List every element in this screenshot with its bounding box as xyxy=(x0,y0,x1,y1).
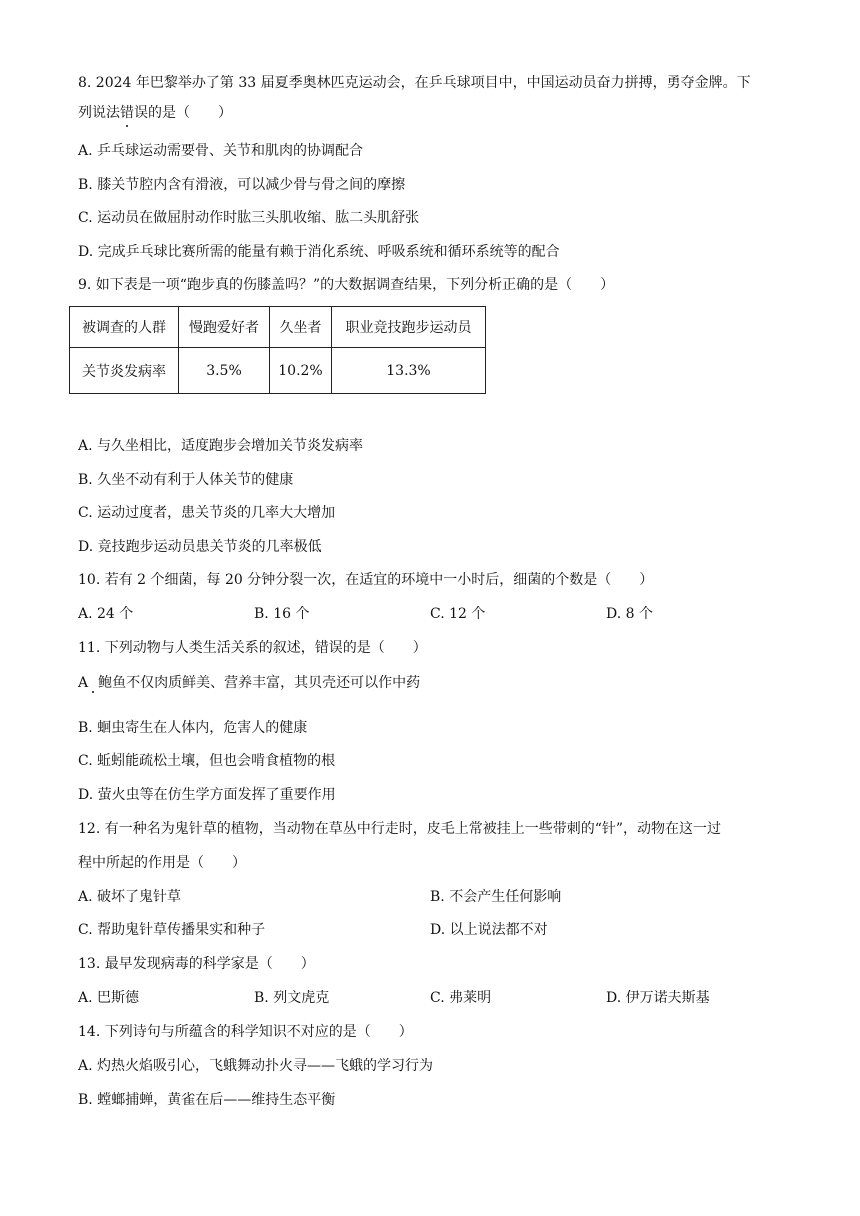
q11-option-d: D. 萤火虫等在仿生学方面发挥了重要作用 xyxy=(78,787,336,803)
q10-option-b: B. 16 个 xyxy=(254,606,310,622)
q12-option-a: A. 破坏了鬼针草 xyxy=(78,889,182,905)
q13-option-d: D. 伊万诺夫斯基 xyxy=(606,990,710,1006)
q11-option-b: B. 蛔虫寄生在人体内，危害人的健康 xyxy=(78,720,308,736)
table-cell: 13.3% xyxy=(332,348,486,394)
table-row xyxy=(70,307,486,348)
q11-option-c: C. 蚯蚓能疏松土壤，但也会啃食植物的根 xyxy=(78,753,336,769)
q8-emphasis-mark: 错 xyxy=(120,105,134,121)
q13-option-c: C. 弗莱明 xyxy=(430,990,492,1006)
q10-option-d: D. 8 个 xyxy=(606,606,653,622)
q8-stem-post: 误的是（ ） xyxy=(134,105,232,121)
survey-table xyxy=(69,306,486,394)
table-cell: 10.2% xyxy=(270,348,332,394)
q11-stem: 11. 下列动物与人类生活关系的叙述，错误的是（ ） xyxy=(78,640,427,656)
table-header-cell: 慢跑爱好者 xyxy=(179,307,270,348)
q11-option-a xyxy=(78,674,420,692)
q8-option-b: B. 膝关节腔内含有滑液，可以减少骨与骨之间的摩擦 xyxy=(78,177,406,193)
q14-option-a: A. 灼热火焰吸引心，飞蛾舞动扑火寻——飞蛾的学习行为 xyxy=(78,1058,434,1074)
table-row xyxy=(70,348,486,394)
q12-option-c: C. 帮助鬼针草传播果实和种子 xyxy=(78,922,266,938)
q13-option-b: B. 列文虎克 xyxy=(254,990,330,1006)
q9-option-c: C. 运动过度者，患关节炎的几率大大增加 xyxy=(78,505,336,521)
table-cell: 关节炎发病率 xyxy=(70,348,179,394)
q13-stem: 13. 最早发现病毒的科学家是（ ） xyxy=(78,956,315,972)
q9-stem: 9. 如下表是一项“跑步真的伤膝盖吗？”的大数据调查结果，下列分析正确的是（ ） xyxy=(78,277,615,293)
q10-stem: 10. 若有 2 个细菌，每 20 分钟分裂一次，在适宜的环境中一小时后，细菌的个数是（ ） xyxy=(78,572,654,588)
q9-option-b: B. 久坐不动有利于人体关节的健康 xyxy=(78,472,294,488)
q8-option-c: C. 运动员在做屈肘动作时肱三头肌收缩、肱二头肌舒张 xyxy=(78,210,420,226)
q12-option-d: D. 以上说法都不对 xyxy=(430,922,548,938)
q8-option-a: A. 乒乓球运动需要骨、关节和肌肉的协调配合 xyxy=(78,143,364,159)
q14-option-b: B. 螳螂捕蝉，黄雀在后——维持生态平衡 xyxy=(78,1092,336,1108)
q8-stem-line2 xyxy=(78,104,232,122)
table-header-cell: 职业竞技跑步运动员 xyxy=(332,307,486,348)
table-cell: 3.5% xyxy=(179,348,270,394)
q8-option-d: D. 完成乒乓球比赛所需的能量有赖于消化系统、呼吸系统和循环系统等的配合 xyxy=(78,244,560,260)
q12-option-b: B. 不会产生任何影响 xyxy=(430,889,562,905)
q13-option-a: A. 巴斯德 xyxy=(78,990,140,1006)
q9-option-d: D. 竞技跑步运动员患关节炎的几率极低 xyxy=(78,539,322,555)
q11-option-a-letter: A xyxy=(78,675,89,691)
q10-option-c: C. 12 个 xyxy=(430,606,486,622)
table-header-cell: 久坐者 xyxy=(270,307,332,348)
q8-stem-line1: 8. 2024 年巴黎举办了第 33 届夏季奥林匹克运动会，在乒乓球项目中，中国运动员奋力拼搏，勇夺金牌。下 xyxy=(78,75,751,91)
table-header-cell: 被调查的人群 xyxy=(70,307,179,348)
q11-option-a-text: 鲍鱼不仅肉质鲜美、营养丰富，其贝壳还可以作中药 xyxy=(98,675,421,691)
q10-option-a: A. 24 个 xyxy=(78,606,134,622)
q8-stem-pre: 列说法 xyxy=(78,105,120,121)
q14-stem: 14. 下列诗句与所蕴含的科学知识不对应的是（ ） xyxy=(78,1024,413,1040)
q12-stem-line1: 12. 有一种名为鬼针草的植物，当动物在草丛中行走时，皮毛上常被挂上一些带刺的“针”，动物在这一过 xyxy=(78,821,722,837)
q9-option-a: A. 与久坐相比，适度跑步会增加关节炎发病率 xyxy=(78,438,364,454)
q12-stem-line2: 程中所起的作用是（ ） xyxy=(78,855,246,871)
